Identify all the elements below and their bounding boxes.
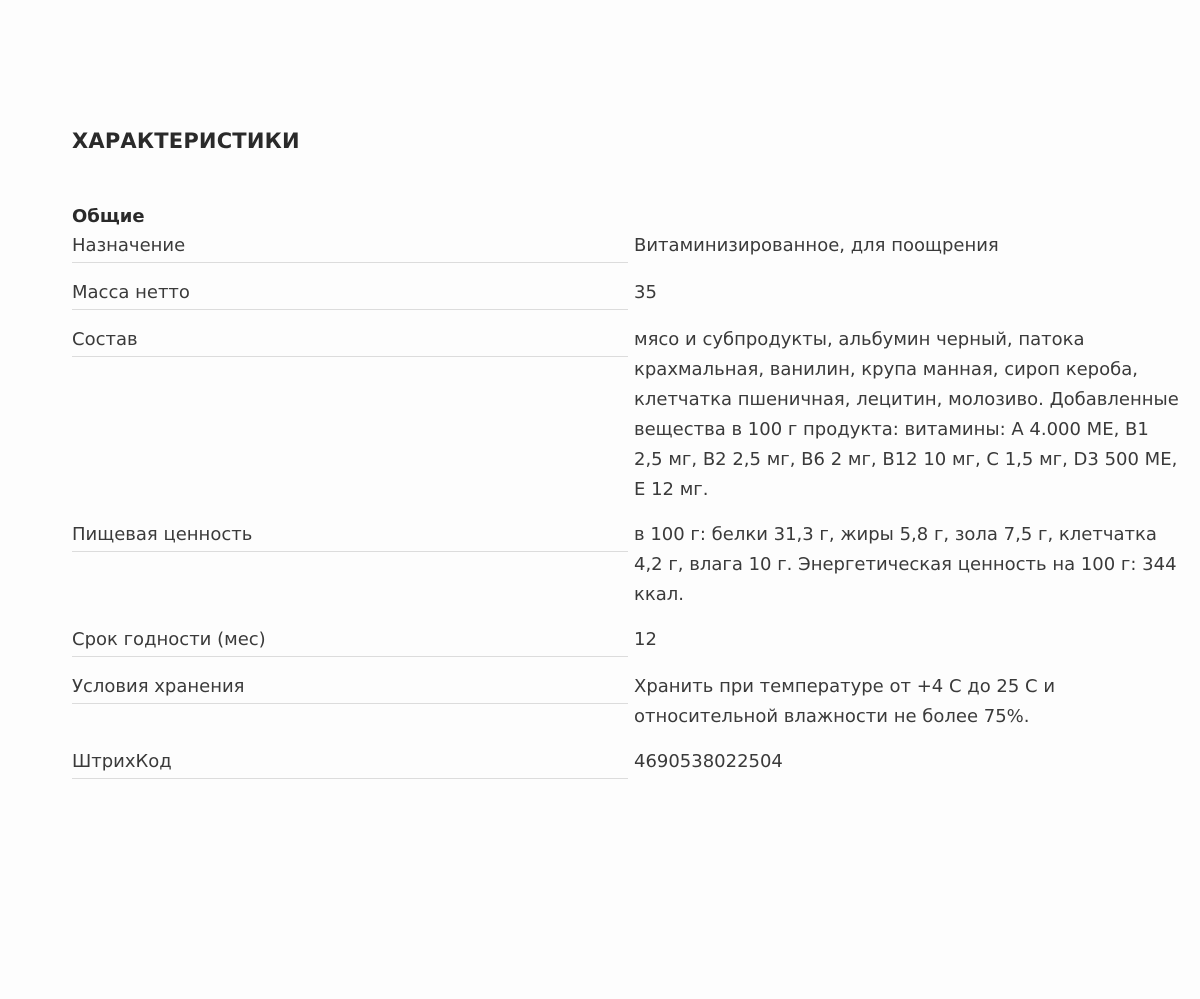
spec-row-net-weight	[72, 278, 1182, 310]
spec-row-nutrition	[72, 520, 1182, 610]
spec-list	[72, 231, 1182, 779]
spec-name: Срок годности (мес)	[72, 625, 628, 657]
spec-name: Назначение	[72, 231, 628, 263]
spec-name: Состав	[72, 325, 628, 357]
spec-row-storage	[72, 672, 1182, 732]
spec-value: 12	[634, 629, 657, 650]
spec-value: 35	[634, 282, 657, 303]
spec-value: 4690538022504	[634, 751, 783, 772]
group-title-general: Общие	[72, 206, 145, 227]
spec-name: ШтрихКод	[72, 747, 628, 779]
section-title: ХАРАКТЕРИСТИКИ	[72, 129, 300, 153]
spec-name: Пищевая ценность	[72, 520, 628, 552]
spec-value: Витаминизированное, для поощрения	[634, 235, 999, 256]
spec-value: мясо и субпродукты, альбумин черный, патока крахмальная, ванилин, крупа манная, сироп кероба, клетчатка пшеничная, лецитин, молозиво. Добавленные вещества в 100 г продукта: витамины: А 4.000 МЕ, В1 2,5 мг, В2 2,5 мг, В6 2 мг, В12 10 мг, С 1,5 мг, D3 500 МЕ, Е 12 мг.	[634, 329, 1179, 500]
spec-value: Хранить при температуре от +4 С до 25 С и относительной влажности не более 75%.	[634, 676, 1056, 727]
spec-value: в 100 г: белки 31,3 г, жиры 5,8 г, зола 7,5 г, клетчатка 4,2 г, влага 10 г. Энергетическая ценность на 100 г: 344 ккал.	[634, 524, 1177, 605]
spec-row-composition	[72, 325, 1182, 505]
spec-name: Масса нетто	[72, 278, 628, 310]
spec-name: Условия хранения	[72, 672, 628, 704]
specifications-section	[72, 126, 1182, 794]
spec-row-purpose	[72, 231, 1182, 263]
spec-row-shelf-life	[72, 625, 1182, 657]
spec-row-barcode	[72, 747, 1182, 779]
